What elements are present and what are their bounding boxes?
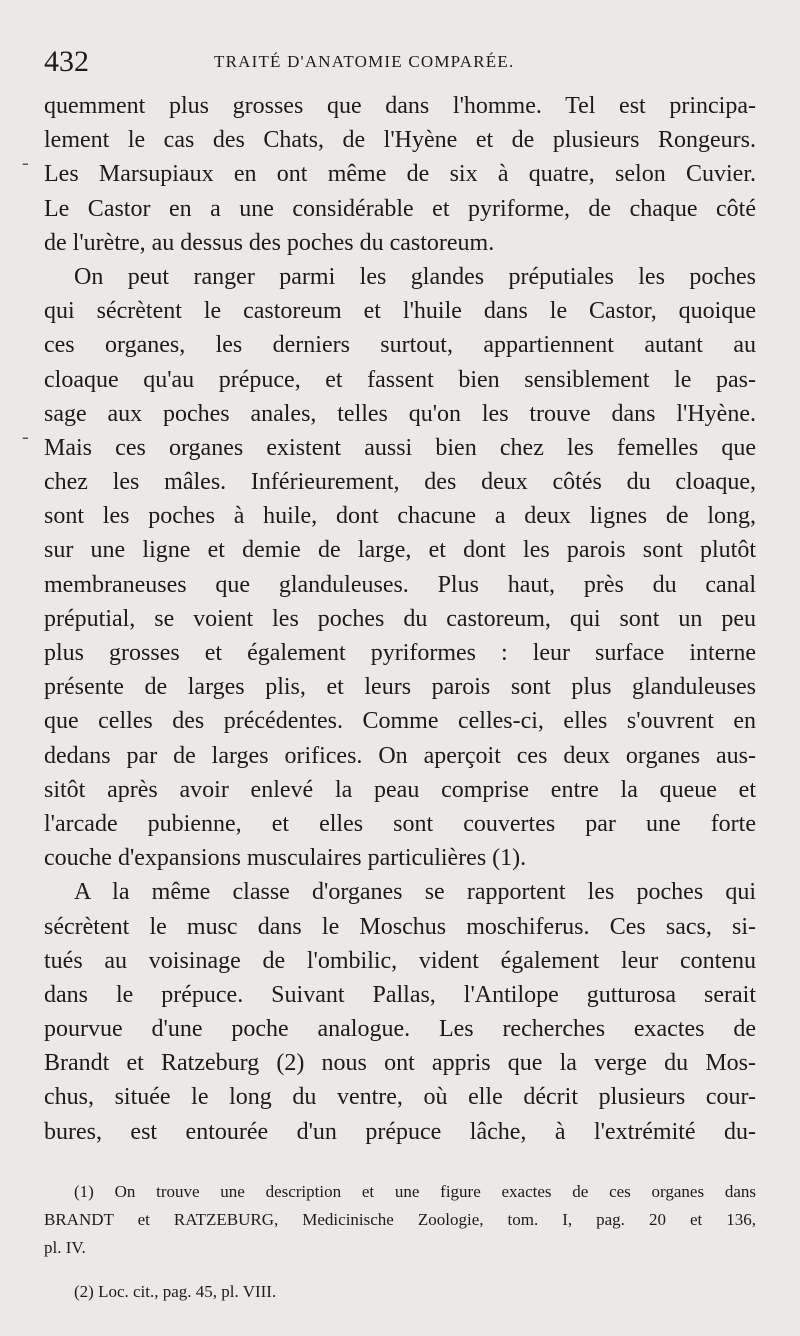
text-line: de l'urètre, au dessus des poches du castoreum. [44,229,495,256]
running-head: TRAITÉ D'ANATOMIE COMPARÉE. [214,52,515,71]
text-line: Les Marsupiaux en ont même de six à quatre, selon Cuvier. [44,161,756,188]
footnote-line: (1) On trouve une description et une figure exactes de ces organes dans [74,1182,756,1201]
text-line: Mais ces organes existent aussi bien chez les femelles que [44,434,756,461]
text-line: Brandt et Ratzeburg (2) nous ont appris que la verge du Mos- [44,1050,756,1077]
text-line: Le Castor en a une considérable et pyriforme, de chaque côté [44,195,756,222]
page-number: 432 [44,45,89,78]
text-line: sage aux poches anales, telles qu'on les trouve dans l'Hyène. [44,400,756,427]
text-line: chez les mâles. Inférieurement, des deux côtés du cloaque, [44,469,756,496]
text-line: présente de larges plis, et leurs parois sont plus glanduleuses [44,674,756,701]
body-text [44,89,756,1149]
page-header [44,44,760,84]
text-line: pourvue d'une poche analogue. Les recherches exactes de [44,1016,756,1043]
text-line: tués au voisinage de l'ombilic, vident également leur contenu [44,947,756,974]
text-line: membraneuses que glanduleuses. Plus haut, près du canal [44,571,756,598]
text-line: quemment plus grosses que dans l'homme. Tel est principa- [44,93,756,119]
text-line: lement le cas des Chats, de l'Hyène et de plusieurs Rongeurs. [44,127,756,154]
margin-mark: - [22,426,29,448]
text-line: couche d'expansions musculaires particulières (1). [44,845,527,872]
text-line: l'arcade pubienne, et elles sont couvertes par une forte [44,810,756,837]
text-line: On peut ranger parmi les glandes préputiales les poches [74,263,756,290]
text-line: cloaque qu'au prépuce, et fassent bien sensiblement le pas- [44,366,756,393]
text-line: sitôt après avoir enlevé la peau comprise entre la queue et [44,776,756,803]
footnote-spacer [44,1262,756,1278]
text-line: sécrètent le musc dans le Moschus moschiferus. Ces sacs, si- [44,913,756,940]
footnotes [44,1178,756,1306]
footnote-line: pl. IV. [44,1238,86,1257]
text-line: dans le prépuce. Suivant Pallas, l'Antilope gutturosa serait [44,981,756,1008]
footnote-line: BRANDT et RATZEBURG, Medicinische Zoologie, tom. I, pag. 20 et 136, [44,1210,756,1229]
text-line: qui sécrètent le castoreum et l'huile dans le Castor, quoique [44,298,756,325]
text-line: que celles des précédentes. Comme celles-ci, elles s'ouvrent en [44,708,756,735]
text-line: chus, située le long du ventre, où elle décrit plusieurs cour- [44,1084,756,1111]
text-line: sont les poches à huile, dont chacune a deux lignes de long, [44,503,756,530]
text-line: sur une ligne et demie de large, et dont les parois sont plutôt [44,537,756,564]
text-line: dedans par de larges orifices. On aperçoit ces deux organes aus- [44,742,756,769]
footnote-line: (2) Loc. cit., pag. 45, pl. VIII. [74,1282,277,1301]
text-line: ces organes, les derniers surtout, appartiennent autant au [44,332,756,359]
text-line: préputial, se voient les poches du castoreum, qui sont un peu [44,605,756,632]
text-line: A la même classe d'organes se rapportent les poches qui [74,879,756,906]
text-line: plus grosses et également pyriformes : leur surface interne [44,640,756,666]
text-line: bures, est entourée d'un prépuce lâche, à l'extrémité du- [44,1118,756,1145]
margin-mark: - [22,152,29,174]
